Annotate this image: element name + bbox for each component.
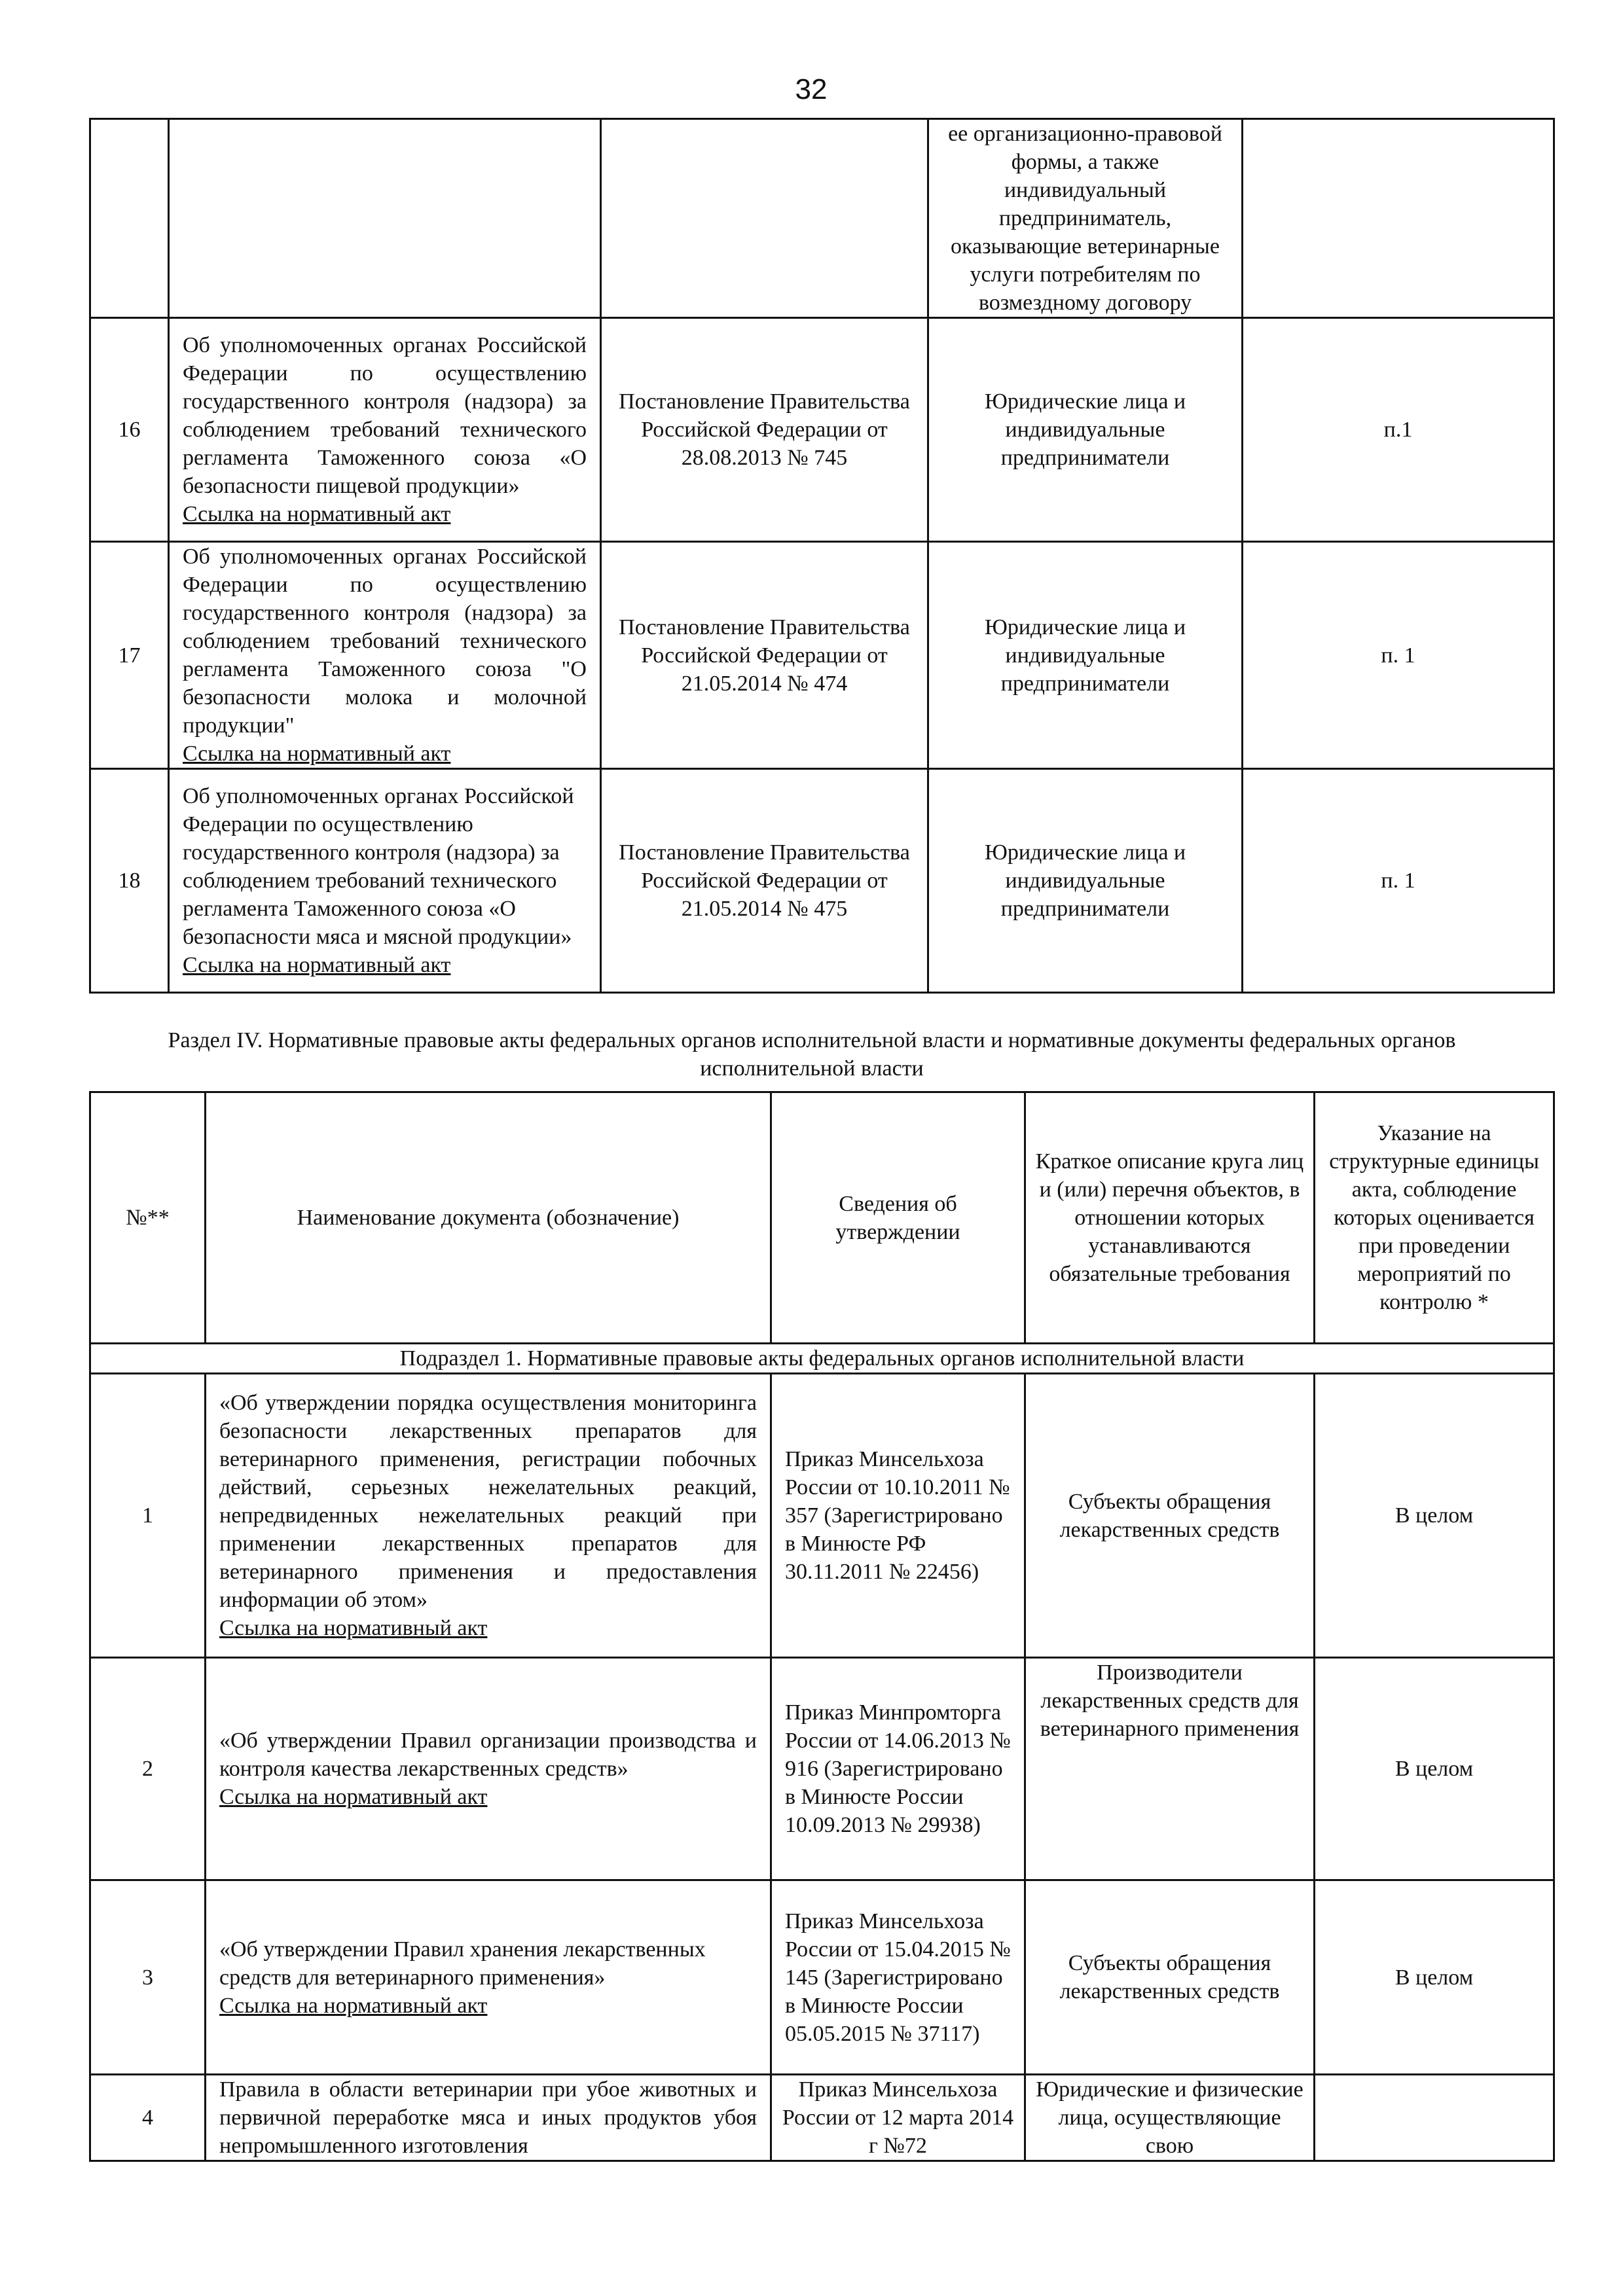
bottom-table	[89, 1091, 1555, 2162]
header-row	[90, 1092, 1554, 1344]
row-units	[1315, 2075, 1554, 2161]
row-approval: Постановление Правительства Российской Федерации от 21.05.2014 № 475	[601, 769, 928, 993]
header-units: Указание на структурные единицы акта, соблюдение которых оценивается при проведении мероприятий по контролю *	[1315, 1092, 1554, 1344]
top-table	[89, 118, 1555, 994]
normative-act-link[interactable]: Ссылка на нормативный акт	[219, 1785, 488, 1809]
page-number: 32	[795, 73, 828, 105]
subsection-title: Подраздел 1. Нормативные правовые акты федеральных органов исполнительной власти	[90, 1344, 1554, 1374]
normative-act-link[interactable]: Ссылка на нормативный акт	[183, 953, 451, 977]
section-title: Раздел IV. Нормативные правовые акты федеральных органов исполнительной власти и нормативные документы федеральных органов исполнительной власти	[168, 1028, 1456, 1081]
normative-act-link[interactable]: Ссылка на нормативный акт	[219, 1616, 488, 1640]
row-approval: Приказ Минсельхоза России от 10.10.2011 № 357 (Зарегистрировано в Минюсте РФ 30.11.2011 № 22456)	[771, 1374, 1025, 1658]
table-row	[90, 119, 1554, 318]
header-approval: Сведения об утверждении	[771, 1092, 1025, 1344]
row-subjects: ее организационно-правовой формы, а также индивидуальный предприниматель, оказывающие ветеринарные услуги потребителям по возмездному договору	[928, 119, 1243, 318]
row-units: п.1	[1243, 318, 1554, 542]
row-name: Об уполномоченных органах Российской Федерации по осуществлению государственного контроля (надзора) за соблюдением требований технического регламента Таможенного союза "О безопасности молока и молочной продукции"	[183, 545, 587, 738]
header-subjects: Краткое описание круга лиц и (или) перечня объектов, в отношении которых устанавливаются обязательные требования	[1025, 1092, 1315, 1344]
table-row	[90, 769, 1554, 993]
row-name	[169, 119, 601, 318]
row-name: Об уполномоченных органах Российской Федерации по осуществлению государственного контроля (надзора) за соблюдением требований технического регламента Таможенного союза «О безопасности мяса и мясной продукции»	[183, 784, 574, 949]
row-name-cell	[206, 1374, 771, 1658]
row-num: 3	[90, 1880, 206, 2075]
table-row	[90, 2075, 1554, 2161]
row-units: В целом	[1315, 1880, 1554, 2075]
row-units: В целом	[1315, 1658, 1554, 1880]
row-name-cell	[169, 318, 601, 542]
row-num: 2	[90, 1658, 206, 1880]
normative-act-link[interactable]: Ссылка на нормативный акт	[219, 1993, 488, 2018]
table-row	[90, 1374, 1554, 1658]
row-units: п. 1	[1243, 542, 1554, 769]
row-name-cell	[206, 1658, 771, 1880]
row-num: 18	[90, 769, 169, 993]
row-subjects: Юридические и физические лица, осуществляющие свою	[1025, 2075, 1315, 2161]
row-num: 1	[90, 1374, 206, 1658]
header-num: №**	[90, 1092, 206, 1344]
table-row	[90, 1658, 1554, 1880]
normative-act-link[interactable]: Ссылка на нормативный акт	[183, 742, 451, 766]
row-units	[1243, 119, 1554, 318]
row-approval: Приказ Минсельхоза России от 15.04.2015 № 145 (Зарегистрировано в Минюсте России 05.05.2015 № 37117)	[771, 1880, 1025, 2075]
row-approval	[601, 119, 928, 318]
row-approval: Постановление Правительства Российской Федерации от 28.08.2013 № 745	[601, 318, 928, 542]
row-subjects: Юридические лица и индивидуальные предприниматели	[928, 318, 1243, 542]
row-subjects: Производители лекарственных средств для ветеринарного применения	[1025, 1658, 1315, 1880]
row-subjects: Субъекты обращения лекарственных средств	[1025, 1374, 1315, 1658]
row-subjects: Юридические лица и индивидуальные предприниматели	[928, 542, 1243, 769]
row-approval: Приказ Минсельхоза России от 12 марта 2014 г №72	[771, 2075, 1025, 2161]
table-row	[90, 1880, 1554, 2075]
table-row	[90, 318, 1554, 542]
row-units: В целом	[1315, 1374, 1554, 1658]
table-row	[90, 542, 1554, 769]
row-approval: Постановление Правительства Российской Федерации от 21.05.2014 № 474	[601, 542, 928, 769]
row-name: «Об утверждении порядка осуществления мониторинга безопасности лекарственных препаратов для ветеринарного применения, регистрации побочных действий, серьезных нежелательных реакций, непредвиденных нежелательных реакций при применении лекарственных препаратов для ветеринарного применения и предоставления информации об этом»	[219, 1391, 757, 1612]
row-num: 17	[90, 542, 169, 769]
subsection-row	[90, 1344, 1554, 1374]
normative-act-link[interactable]: Ссылка на нормативный акт	[183, 502, 451, 526]
row-name: Об уполномоченных органах Российской Федерации по осуществлению государственного контроля (надзора) за соблюдением требований технического регламента Таможенного союза «О безопасности пищевой продукции»	[183, 333, 587, 498]
row-subjects: Субъекты обращения лекарственных средств	[1025, 1880, 1315, 2075]
row-name: «Об утверждении Правил организации производства и контроля качества лекарственных средств»	[219, 1729, 757, 1781]
row-name-cell	[206, 1880, 771, 2075]
row-num	[90, 119, 169, 318]
row-name: «Об утверждении Правил хранения лекарственных средств для ветеринарного применения»	[219, 1937, 706, 1990]
row-num: 16	[90, 318, 169, 542]
row-subjects: Юридические лица и индивидуальные предприниматели	[928, 769, 1243, 993]
row-name-cell	[169, 542, 601, 769]
row-name: Правила в области ветеринарии при убое животных и первичной переработке мяса и иных продуктов убоя непромышленного изготовления	[206, 2075, 771, 2161]
row-num: 4	[90, 2075, 206, 2161]
row-name-cell	[169, 769, 601, 993]
row-units: п. 1	[1243, 769, 1554, 993]
row-approval: Приказ Минпромторга России от 14.06.2013 № 916 (Зарегистрировано в Минюсте России 10.09.2013 № 29938)	[771, 1658, 1025, 1880]
header-name: Наименование документа (обозначение)	[206, 1092, 771, 1344]
